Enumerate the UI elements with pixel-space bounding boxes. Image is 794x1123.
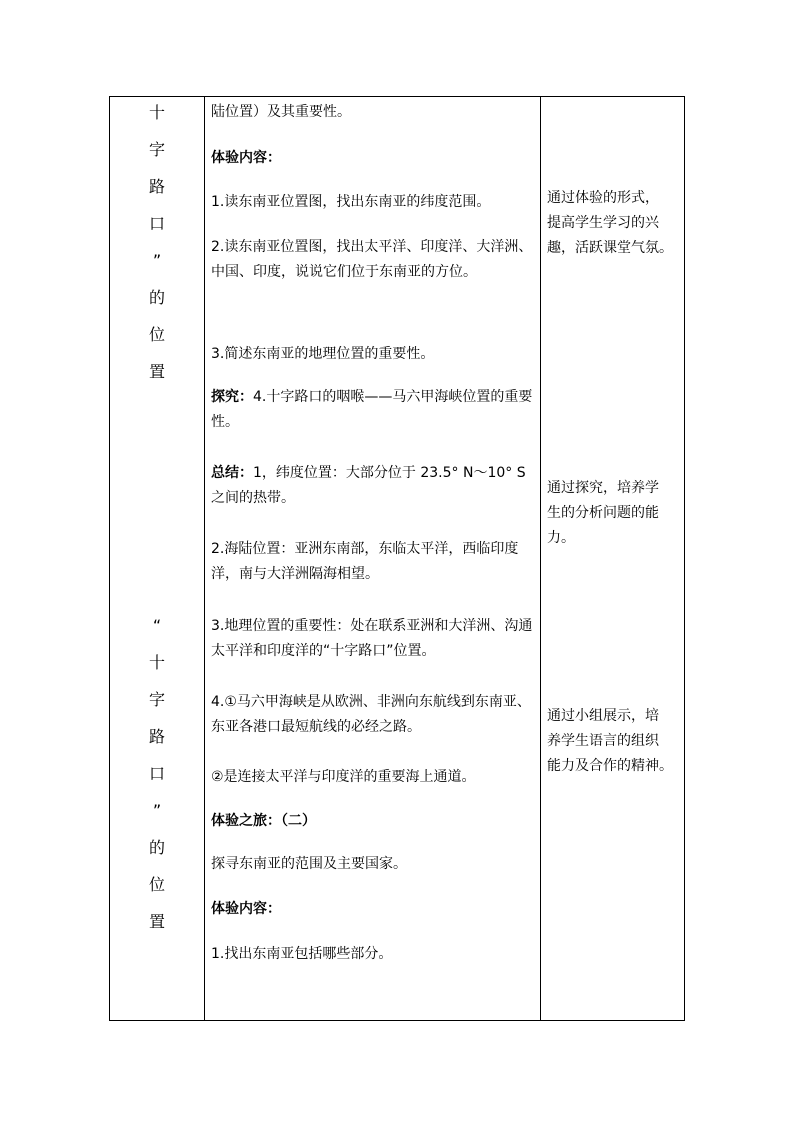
content-line: 1.找出东南亚包括哪些部分。 [211,946,393,962]
content-line: 3.简述东南亚的地理位置的重要性。 [211,346,435,362]
column-divider-1 [204,97,205,1020]
title-char: 的 [148,838,165,857]
content-line: 总结：1，纬度位置：大部分位于 23.5° N～10° S之间的热带。 [211,465,526,506]
title-char: 位 [148,875,165,894]
title-char: 口 [148,764,165,783]
title-char: 字 [148,140,165,159]
title-char: 位 [148,325,165,344]
title-char: 置 [148,362,165,381]
content-line: ②是连接太平洋与印度洋的重要海上通道。 [211,769,476,785]
title-char: ” [152,801,162,820]
vertical-title-bottom [110,607,204,940]
note-text: 通过体验的形式， 提高学生学习的兴 趣，活跃课堂气氛。 [547,190,673,256]
note-text: 通过小组展示，培 养学生语言的组织 能力及合作的精神。 [547,708,673,774]
title-char: 路 [148,177,165,196]
content-line: 探寻东南亚的范围及主要国家。 [211,856,407,872]
content-line: 探究：4.十字路口的咽喉——马六甲海峡位置的重要性。 [211,389,533,430]
explore-label: 探究： [211,389,253,405]
content-line: 陆位置）及其重要性。 [211,104,351,120]
lesson-table [109,96,685,1021]
title-char: “ [152,616,162,635]
title-char: 口 [148,214,165,233]
title-char: 十 [148,653,165,672]
content-line: 4.①马六甲海峡是从欧洲、非洲向东航线到东南亚、东亚各港口最短航线的必经之路。 [211,694,531,735]
title-char: 置 [148,912,165,931]
note-text: 通过探究，培养学 生的分析问题的能 力。 [547,480,659,546]
title-char: 的 [148,288,165,307]
content-line: 2.读东南亚位置图，找出太平洋、印度洋、大洋洲、中国、印度，说说它们位于东南亚的方位。 [211,239,533,280]
content-line: 1.读东南亚位置图，找出东南亚的纬度范围。 [211,194,491,210]
content-line: 3.地理位置的重要性：处在联系亚洲和大洋洲、沟通太平洋和印度洋的“十字路口”位置。 [211,618,533,659]
summary-label: 总结： [211,465,253,481]
section-heading: 体验内容： [211,901,281,917]
title-char: ” [152,251,162,270]
section-heading: 体验之旅：（二） [211,813,316,829]
title-char: 十 [148,103,165,122]
title-char: 字 [148,690,165,709]
vertical-title-top [110,94,204,390]
content-line: 2.海陆位置：亚洲东南部，东临太平洋，西临印度洋，南与大洋洲隔海相望。 [211,541,519,582]
column-divider-2 [540,97,541,1020]
section-heading: 体验内容： [211,150,281,166]
title-char: 路 [148,727,165,746]
